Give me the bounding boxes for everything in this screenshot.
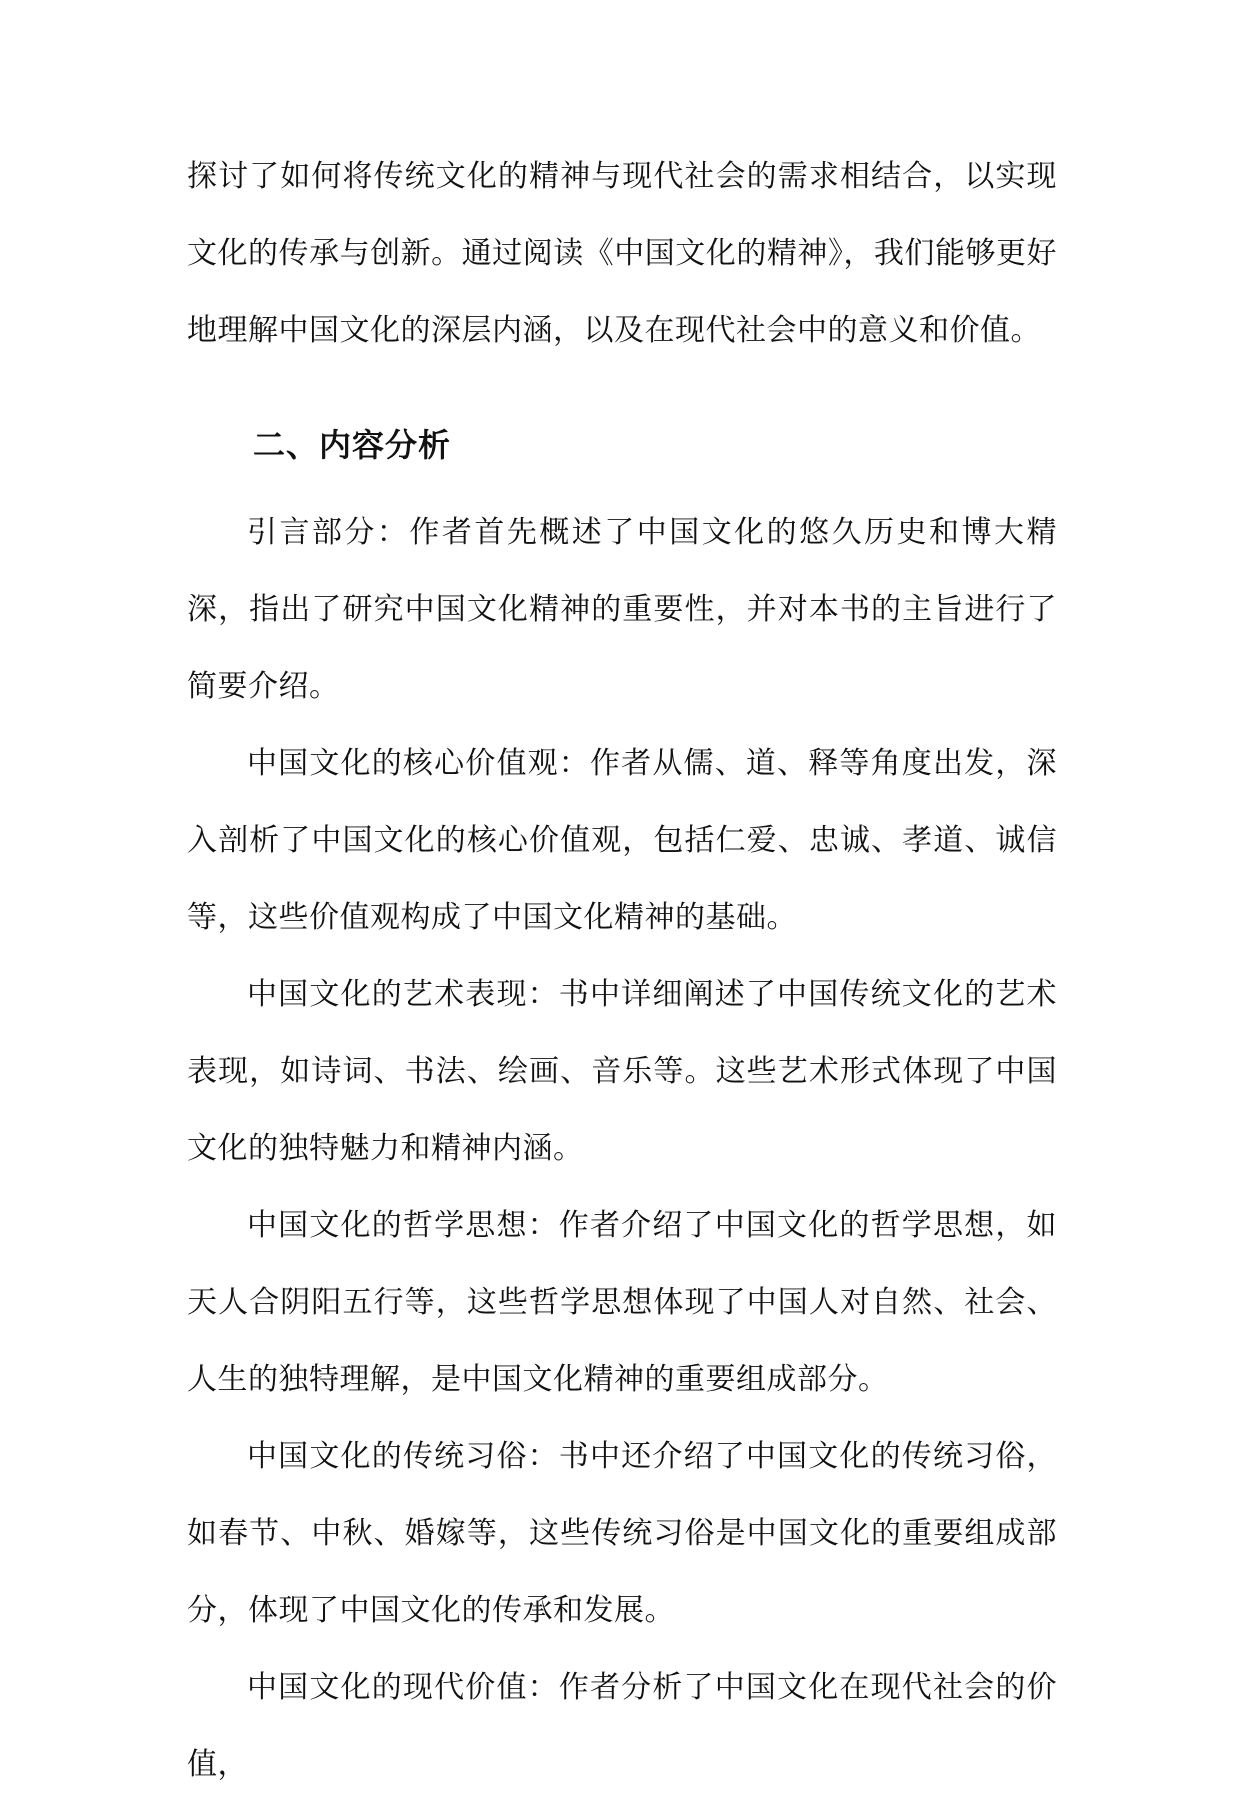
intro-continuation-paragraph: 探讨了如何将传统文化的精神与现代社会的需求相结合，以实现文化的传承与创新。通过阅读《中国文化的精神》，我们能够更好地理解中国文化的深层内涵，以及在现代社会中的意义和价值。 [187,159,1057,348]
paragraph-art-expression: 中国文化的艺术表现：书中详细阐述了中国传统文化的艺术表现，如诗词、书法、绘画、音乐等。这些艺术形式体现了中国文化的独特魅力和精神内涵。 [187,977,1057,1166]
section-heading: 二、内容分析 [253,426,452,464]
paragraph-customs: 中国文化的传统习俗：书中还介绍了中国文化的传统习俗，如春节、中秋、婚嫁等，这些传统习俗是中国文化的重要组成部分，体现了中国文化的传承和发展。 [187,1439,1057,1628]
paragraph-core-values: 中国文化的核心价值观：作者从儒、道、释等角度出发，深入剖析了中国文化的核心价值观，包括仁爱、忠诚、孝道、诚信等，这些价值观构成了中国文化精神的基础。 [187,746,1057,935]
paragraph-philosophy: 中国文化的哲学思想：作者介绍了中国文化的哲学思想，如天人合阴阳五行等，这些哲学思想体现了中国人对自然、社会、人生的独特理解，是中国文化精神的重要组成部分。 [187,1208,1057,1397]
paragraph-modern-value: 中国文化的现代价值：作者分析了中国文化在现代社会的价值， [187,1670,1057,1782]
paragraph-introduction: 引言部分：作者首先概述了中国文化的悠久历史和博大精深，指出了研究中国文化精神的重要性，并对本书的主旨进行了简要介绍。 [187,515,1057,704]
document-body [187,138,1057,1803]
